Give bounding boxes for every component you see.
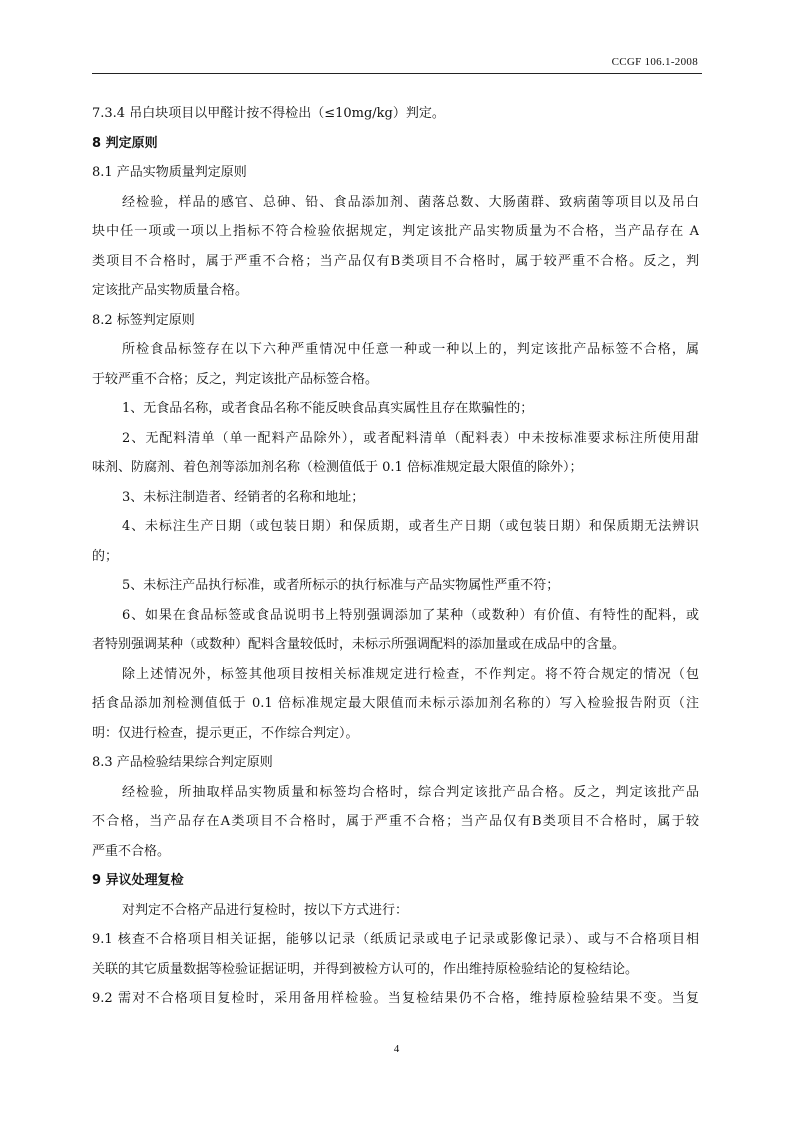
paragraph-line: 于较严重不合格；反之，判定该批产品标签合格。 bbox=[92, 371, 379, 387]
clause-7-3-4: 7.3.4 吊白块项目以甲醛计按不得检出（≤10mg/kg）判定。 bbox=[92, 106, 445, 121]
list-item: 5、未标注产品执行标准，或者所标示的执行标准与产品实物属性严重不符； bbox=[122, 578, 560, 593]
paragraph-line: 明：仅进行检查，提示更正，不作综合判定）。 bbox=[92, 725, 359, 741]
subsection-heading-8-2: 8.2 标签判定原则 bbox=[92, 312, 195, 328]
paragraph-line: 严重不合格。 bbox=[92, 843, 171, 859]
clause-9-2: 9.2 需对不合格项目复检时，采用备用样检验。当复检结果仍不合格，维持原检验结果不变。当复 bbox=[92, 991, 699, 1006]
paragraph-line: 所检食品标签存在以下六种严重情况中任意一种或一种以上的，判定该批产品标签不合格，属 bbox=[122, 342, 699, 357]
subsection-heading-8-3: 8.3 产品检验结果综合判定原则 bbox=[92, 755, 273, 770]
paragraph-line: 块中任一项或一项以上指标不符合检验依据规定，判定该批产品实物质量为不合格，当产品存在 A bbox=[92, 224, 699, 239]
list-item-continuation: 的； bbox=[92, 548, 119, 564]
page-number: 4 bbox=[393, 1043, 400, 1055]
header-divider bbox=[92, 73, 702, 74]
list-item: 1、无食品名称，或者食品名称不能反映食品真实属性且存在欺骗性的； bbox=[122, 401, 534, 416]
subsection-heading-8-1: 8.1 产品实物质量判定原则 bbox=[92, 165, 247, 180]
standard-code: CCGF 106.1-2008 bbox=[611, 56, 698, 68]
document-body bbox=[92, 99, 699, 1014]
paragraph-line: 除上述情况外，标签其他项目按相关标准规定进行检查，不作判定。将不符合规定的情况（包 bbox=[122, 666, 699, 682]
paragraph-line: 关联的其它质量数据等检验证据证明，并得到被检方认可的，作出维持原检验结论的复检结论。 bbox=[92, 961, 639, 977]
paragraph-line: 类项目不合格时，属于严重不合格；当产品仅有B类项目不合格时，属于较严重不合格。反之，判 bbox=[92, 253, 699, 269]
section-heading-8: 8 判定原则 bbox=[92, 135, 158, 151]
paragraph-line: 括食品添加剂检测值低于 0.1 倍标准规定最大限值而未标示添加剂名称的）写入检验报告附页（注 bbox=[92, 696, 699, 711]
paragraph-line: 经检验，所抽取样品实物质量和标签均合格时，综合判定该批产品合格。反之，判定该批产品 bbox=[122, 784, 699, 800]
list-item: 2、无配料清单（单一配料产品除外），或者配料清单（配料表）中未按标准要求标注所使用甜 bbox=[122, 430, 699, 446]
section-heading-9: 9 异议处理复检 bbox=[92, 873, 184, 888]
list-item: 4、未标注生产日期（或包装日期）和保质期，或者生产日期（或包装日期）和保质期无法辨识 bbox=[122, 519, 699, 534]
list-item-continuation: 者特别强调某种（或数种）配料含量较低时，未标示所强调配料的添加量或在成品中的含量。 bbox=[92, 637, 626, 652]
paragraph-line: 定该批产品实物质量合格。 bbox=[92, 283, 249, 298]
paragraph-line: 经检验，样品的感官、总砷、铅、食品添加剂、菌落总数、大肠菌群、致病菌等项目以及吊白 bbox=[122, 194, 699, 210]
list-item: 3、未标注制造者、经销者的名称和地址； bbox=[122, 489, 365, 505]
list-item: 6、如果在食品标签或食品说明书上特别强调添加了某种（或数种）有价值、有特性的配料，或 bbox=[122, 607, 699, 623]
paragraph-line: 对判定不合格产品进行复检时，按以下方式进行： bbox=[122, 902, 409, 918]
clause-9-1: 9.1 核查不合格项目相关证据，能够以记录（纸质记录或电子记录或影像记录）、或与不合格项目相 bbox=[92, 932, 699, 947]
list-item-continuation: 味剂、防腐剂、着色剂等添加剂名称（检测值低于 0.1 倍标准规定最大限值的除外）； bbox=[92, 460, 583, 475]
paragraph-line: 不合格，当产品存在A类项目不合格时，属于严重不合格；当产品仅有B类项目不合格时，属于较 bbox=[92, 814, 699, 829]
